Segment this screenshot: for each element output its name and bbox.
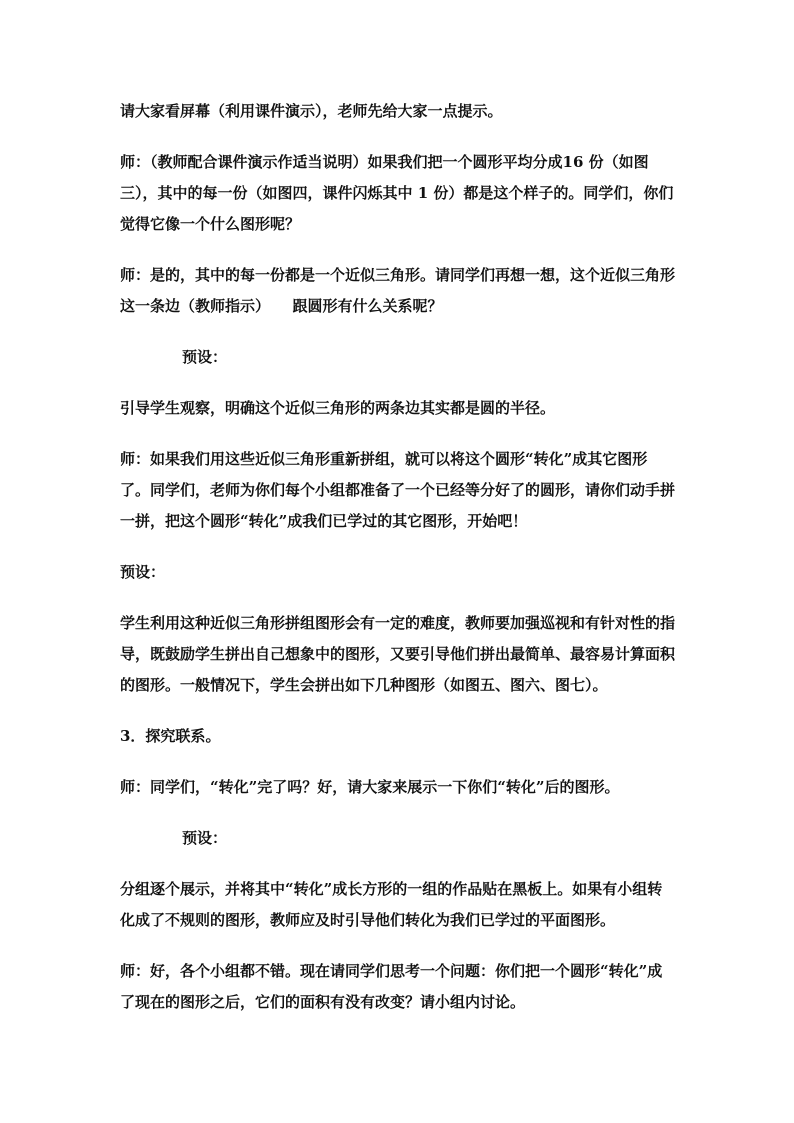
- paragraph-section-heading: 3．探究联系。: [120, 727, 221, 745]
- paragraph-teacher-show: 师：同学们，“转化”完了吗？好，请大家来展示一下你们“转化”后的图形。: [120, 778, 620, 796]
- paragraph-teacher-hint: 师：（教师配合课件演示作适当说明）如果我们把一个圆形平均分成16 份（如图三），其中的每一份（如图四，课件闪烁其中 1 份）都是这个样子的。同学们，你们觉得它像一个什么图形呢？: [120, 153, 674, 233]
- paragraph-teacher-transform: 师：如果我们用这些近似三角形重新拼组，就可以将这个圆形“转化”成其它图形了。同学们，老师为你们每个小组都准备了一个已经等分好了的圆形，请你们动手拼一拼，把这个圆形“转化”成我们已学过的其它图形，开始吧！: [120, 450, 676, 530]
- paragraph-teacher-triangle: 师：是的，其中的每一份都是一个近似三角形。请同学们再想一想，这个近似三角形这一条边（教师指示） 跟圆形有什么关系呢？: [120, 266, 676, 315]
- document-body: [120, 96, 676, 1038]
- paragraph-preset-label: 预设：: [182, 348, 228, 366]
- paragraph-observe: 引导学生观察，明确这个近似三角形的两条边其实都是圆的半径。: [120, 399, 556, 417]
- paragraph-intro: 请大家看屏幕（利用课件演示），老师先给大家一点提示。: [120, 102, 503, 120]
- paragraph-student-assembly: 学生利用这种近似三角形拼组图形会有一定的难度，教师要加强巡视和有针对性的指导，既鼓励学生拼出自己想象中的图形，又要引导他们拼出最简单、最容易计算面积的图形。一般情况下，学生会拼出如下几种图形（如图五、图六、图七）。: [120, 614, 676, 694]
- paragraph-teacher-question: 师：好，各个小组都不错。现在请同学们思考一个问题：你们把一个圆形“转化”成了现在的图形之后，它们的面积有没有改变？请小组内讨论。: [120, 962, 663, 1011]
- paragraph-group-display: 分组逐个展示，并将其中“转化”成长方形的一组的作品贴在黑板上。如果有小组转化成了不规则的图形，教师应及时引导他们转化为我们已学过的平面图形。: [120, 880, 663, 929]
- paragraph-preset-label: 预设：: [182, 829, 228, 847]
- paragraph-preset-label: 预设：: [120, 563, 166, 581]
